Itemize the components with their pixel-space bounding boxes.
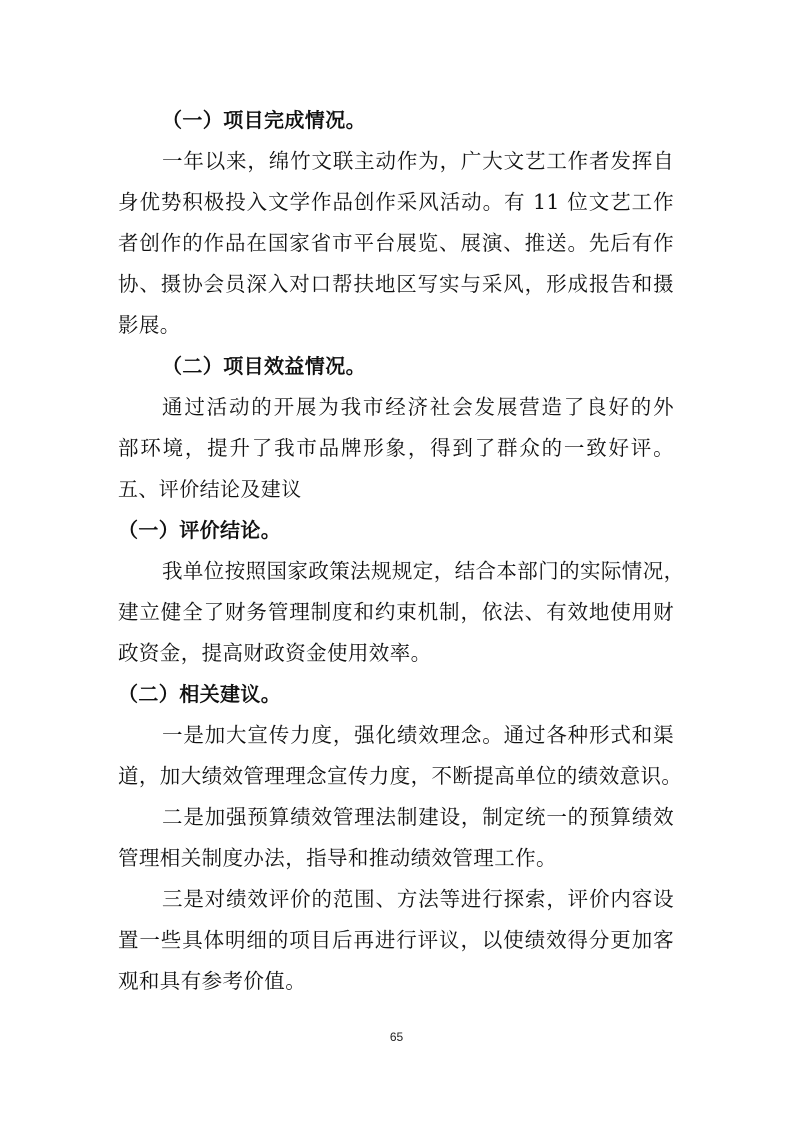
paragraph-line: 通过活动的开展为我市经济社会发展营造了良好的外 (162, 395, 674, 419)
paragraph-line: 一年以来，绵竹文联主动作为，广大文艺工作者发挥自 (162, 149, 674, 173)
page-number: 65 (389, 1030, 404, 1044)
paragraph-line: 者创作的作品在国家省市平台展览、展演、推送。先后有作 (118, 231, 674, 255)
paragraph-line: 二是加强预算绩效管理法制建设，制定统一的预算绩效 (162, 805, 674, 829)
paragraph-line: 政资金，提高财政资金使用效率。 (118, 641, 432, 665)
paragraph-line: 一是加大宣传力度，强化绩效理念。通过各种形式和渠 (162, 723, 674, 747)
paragraph-line: 置一些具体明细的项目后再进行评议，以使绩效得分更加客 (118, 928, 674, 952)
paragraph-line: 我单位按照国家政策法规规定，结合本部门的实际情况， (162, 559, 685, 583)
paragraph-line: 观和具有参考价值。 (118, 969, 307, 993)
section-heading-related-suggestions: （二）相关建议。 (118, 682, 282, 706)
paragraph-line: 道，加大绩效管理理念宣传力度，不断提高单位的绩效意识。 (118, 764, 683, 788)
paragraph-line: 管理相关制度办法，指导和推动绩效管理工作。 (118, 846, 557, 870)
paragraph-line: 部环境，提升了我市品牌形象，得到了群众的一致好评。 (118, 436, 674, 460)
paragraph-line: 身优势积极投入文学作品创作采风活动。有 11 位文艺工作 (118, 190, 674, 214)
section-heading-evaluation-conclusion: （一）评价结论。 (118, 518, 282, 542)
paragraph-line: 建立健全了财务管理制度和约束机制，依法、有效地使用财 (118, 600, 674, 624)
paragraph-line: 协、摄协会员深入对口帮扶地区写实与采风，形成报告和摄 (118, 272, 674, 296)
chapter-heading-evaluation-conclusion: 五、评价结论及建议 (118, 477, 302, 501)
paragraph-line: 三是对绩效评价的范围、方法等进行探索，评价内容设 (162, 887, 674, 911)
section-heading-project-completion: （一）项目完成情况。 (162, 108, 366, 132)
section-heading-project-benefit: （二）项目效益情况。 (162, 354, 366, 378)
paragraph-line: 影展。 (118, 313, 181, 337)
